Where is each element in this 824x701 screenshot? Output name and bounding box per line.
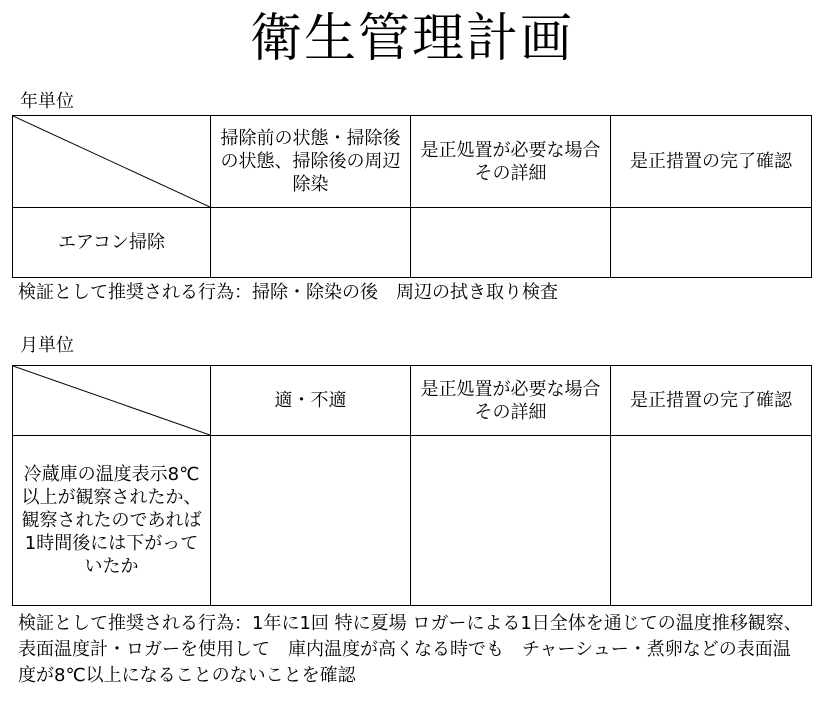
yearly-column-header: 掃除前の状態・掃除後の状態、掃除後の周辺除染 [211,116,411,208]
monthly-column-header: 是正措置の完了確認 [611,366,812,436]
monthly-table [12,365,812,606]
monthly-cell-status[interactable] [211,436,411,606]
yearly-verification-note: 検証として推奨される行為：掃除・除染の後 周辺の拭き取り検査 [18,282,558,303]
monthly-data-row [13,436,812,606]
yearly-cell-details[interactable] [411,208,611,278]
yearly-table [12,115,812,278]
diagonal-line [13,116,210,207]
monthly-header-row [13,366,812,436]
yearly-header-row [13,116,812,208]
monthly-verification-note: 検証として推奨される行為：1年に1回 特に夏場 ロガーによる1日全体を通じての温度推移観察、表面温度計・ロガーを使用して 庫内温度が高くなる時でも チャーシュー・煮卵などの表面温度が8℃以上になることのないことを確認 [18,613,802,686]
monthly-column-header: 適・不適 [211,366,411,436]
monthly-corner-cell [13,366,211,436]
yearly-column-header: 是正処置が必要な場合 その詳細 [411,116,611,208]
yearly-section-label: 年単位 [20,91,74,112]
yearly-cell-confirmation[interactable] [611,208,812,278]
monthly-row-label: 冷蔵庫の温度表示8℃以上が観察されたか、観察されたのであれば1時間後には下がっていたか [13,436,211,606]
monthly-cell-details[interactable] [411,436,611,606]
yearly-row-label: エアコン掃除 [13,208,211,278]
diagonal-line [13,366,210,435]
yearly-cell-status[interactable] [211,208,411,278]
monthly-column-header: 是正処置が必要な場合 その詳細 [411,366,611,436]
yearly-data-row [13,208,812,278]
page-title: 衛生管理計画 [249,9,574,69]
monthly-cell-confirmation[interactable] [611,436,812,606]
monthly-section-label: 月単位 [20,335,74,356]
yearly-corner-cell [13,116,211,208]
yearly-column-header: 是正措置の完了確認 [611,116,812,208]
